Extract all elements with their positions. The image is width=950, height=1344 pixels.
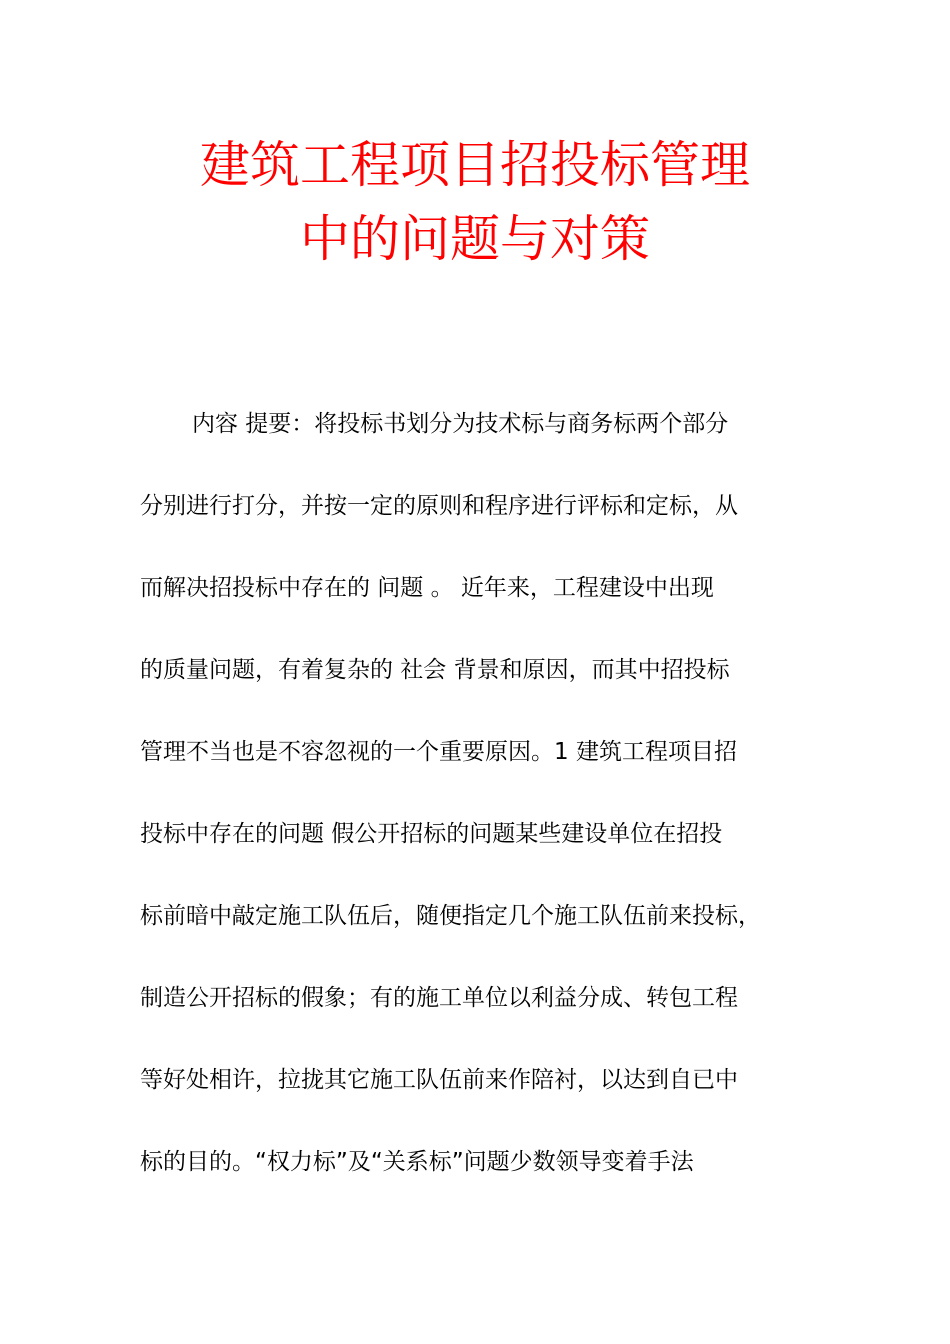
body-line-2: 分别进行打分，并按一定的原则和程序进行评标和定标，从: [140, 493, 738, 519]
body-line-4: 的质量问题，有着复杂的 社会 背景和原因，而其中招投标: [140, 657, 730, 683]
body-line-9: 等好处相许，拉拢其它施工队伍前来作陪衬，以达到自已中: [140, 1067, 738, 1093]
document-title-line-2: 中的问题与对策: [300, 210, 650, 268]
body-line-5: 管理不当也是不容忽视的一个重要原因。1 建筑工程项目招: [140, 739, 737, 765]
body-line-10: 标的目的。“权力标”及“关系标”问题少数领导变着手法: [140, 1149, 694, 1175]
document-title-line-1: 建筑工程项目招投标管理: [200, 136, 750, 194]
body-line-6: 投标中存在的问题 假公开招标的问题某些建设单位在招投: [140, 821, 723, 847]
body-line-1: 内容 提要：将投标书划分为技术标与商务标两个部分: [192, 411, 729, 437]
body-line-7: 标前暗中敲定施工队伍后，随便指定几个施工队伍前来投标，: [140, 903, 761, 929]
body-line-8: 制造公开招标的假象；有的施工单位以利益分成、转包工程: [140, 985, 738, 1011]
body-line-3: 而解决招投标中存在的 问题 。 近年来，工程建设中出现: [140, 575, 714, 601]
